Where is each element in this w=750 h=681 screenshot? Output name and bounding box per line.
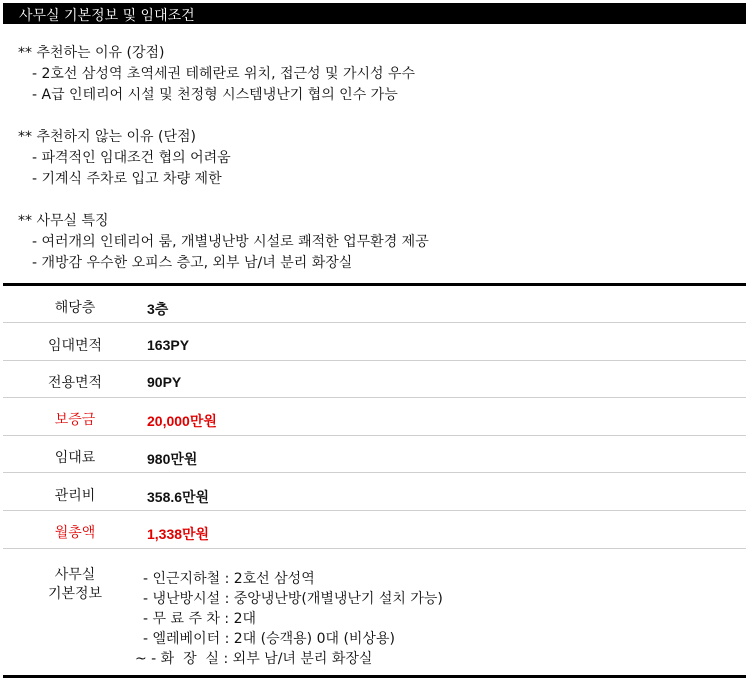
row-value-exclusive-area: 90PY: [147, 374, 182, 390]
row-divider: [3, 472, 746, 473]
row-label-monthly-total: 월총액: [54, 525, 96, 541]
row-divider: [3, 397, 746, 398]
info-item-elevator: - 엘레베이터 : 2대 (승객용) 0대 (비상용): [143, 631, 395, 647]
info-label-line: 기본정보: [47, 586, 103, 602]
row-value-maintenance-fee: 358.6만원: [147, 489, 210, 505]
row-divider: [3, 360, 746, 361]
row-value-monthly-total: 1,338만원: [147, 526, 210, 542]
strength-item: - 2호선 삼성역 초역세권 테헤란로 위치, 접근성 및 가시성 우수: [32, 66, 416, 82]
row-label-floor: 해당층: [54, 300, 96, 316]
info-label-line: 사무실: [54, 567, 96, 583]
info-label: [20, 566, 130, 604]
info-item-restroom: ~ - 화 장 실 : 외부 남/녀 분리 화장실: [135, 651, 373, 667]
weakness-item: - 파격적인 임대조건 협의 어려움: [32, 150, 231, 166]
info-item-parking: - 무 료 주 차 : 2대: [143, 611, 256, 627]
row-divider: [3, 435, 746, 436]
feature-item: - 여러개의 인테리어 룸, 개별냉난방 시설로 쾌적한 업무환경 제공: [32, 234, 429, 250]
weakness-item: - 기계식 주차로 입고 차량 제한: [32, 171, 222, 187]
row-label-maintenance-fee: 관리비: [54, 488, 96, 504]
table-top-border: [3, 283, 746, 286]
row-value-rent: 980만원: [147, 451, 198, 467]
row-label-lease-area: 임대면적: [47, 338, 103, 354]
weaknesses-heading: ** 추천하지 않는 이유 (단점): [18, 129, 196, 145]
row-divider: [3, 510, 746, 511]
strength-item: - A급 인테리어 시설 및 천정형 시스템냉난기 협의 인수 가능: [32, 87, 398, 103]
row-value-lease-area: 163PY: [147, 337, 190, 353]
row-label-rent: 임대료: [54, 450, 96, 466]
row-label-exclusive-area: 전용면적: [47, 375, 103, 391]
row-value-deposit: 20,000만원: [147, 413, 217, 429]
title-bar: [3, 3, 746, 24]
row-divider: [3, 548, 746, 549]
strengths-heading: ** 추천하는 이유 (강점): [18, 45, 165, 61]
row-divider: [3, 322, 746, 323]
features-heading: ** 사무실 특징: [18, 213, 109, 229]
table-bottom-border: [3, 675, 746, 678]
feature-item: - 개방감 우수한 오피스 층고, 외부 남/녀 분리 화장실: [32, 255, 353, 271]
row-value-floor: 3층: [147, 301, 169, 317]
info-item-subway: - 인근지하철 : 2호선 삼성역: [143, 571, 315, 587]
row-label-deposit: 보증금: [54, 412, 96, 428]
info-item-hvac: - 냉난방시설 : 중앙냉난방(개별냉난기 설치 가능): [143, 591, 443, 607]
page-title: 사무실 기본정보 및 임대조건: [19, 8, 195, 24]
